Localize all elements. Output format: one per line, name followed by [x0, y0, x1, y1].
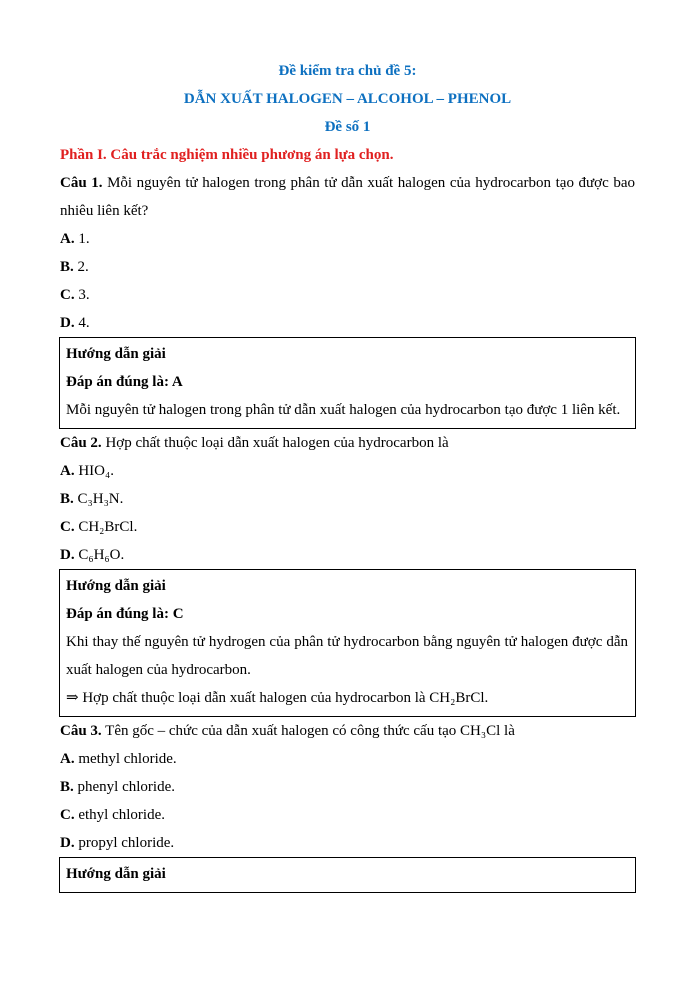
option-text: 2. [77, 259, 89, 275]
solution-box-2 [59, 569, 636, 717]
question-3-option-b [60, 773, 635, 801]
doc-subtitle: DẪN XUẤT HALOGEN – ALCOHOL – PHENOL [183, 91, 512, 107]
question-3-text: Tên gốc – chức của dẫn xuất halogen có công thức cấu tạo CH₃Cl là [105, 723, 515, 739]
option-label: A. [60, 751, 75, 767]
solution-answer [66, 600, 628, 628]
option-label: D. [60, 835, 75, 851]
solution-box-3 [59, 857, 636, 893]
question-3 [60, 717, 635, 745]
section-heading: Phần I. Câu trắc nghiệm nhiều phương án lựa chọn. [60, 147, 394, 163]
question-3-option-a [60, 745, 635, 773]
question-2-option-b [60, 485, 635, 513]
question-2-option-a [60, 457, 635, 485]
question-2-option-d [60, 541, 635, 569]
solution-answer-text: Đáp án đúng là: A [66, 374, 183, 390]
exam-number: Đề số 1 [324, 119, 371, 135]
question-2-option-c [60, 513, 635, 541]
question-1-option-b [60, 253, 635, 281]
option-text: 3. [78, 287, 90, 303]
option-label: A. [60, 463, 75, 479]
solution-explanation: Khi thay thế nguyên tử hydrogen của phân tử hydrocarbon bằng nguyên tử halogen được dẫn xuất halogen của hydrocarbon. [66, 634, 628, 678]
option-text: 1. [78, 231, 90, 247]
option-label: D. [60, 547, 75, 563]
question-1 [60, 169, 635, 225]
solution-conclusion: ⇒ Hợp chất thuộc loại dẫn xuất halogen của hydrocarbon là CH₂BrCl. [66, 690, 489, 706]
solution-heading-text: Hướng dẫn giải [66, 866, 166, 882]
question-2 [60, 429, 635, 457]
option-text: C₆H₆O. [78, 547, 125, 563]
option-text: methyl chloride. [78, 751, 177, 767]
solution-box-1 [59, 337, 636, 429]
option-text: HIO₄. [78, 463, 114, 479]
option-label: D. [60, 315, 75, 331]
option-label: C. [60, 519, 75, 535]
option-label: A. [60, 231, 75, 247]
question-3-option-c [60, 801, 635, 829]
solution-answer-text: Đáp án đúng là: C [66, 606, 184, 622]
solution-heading-text: Hướng dẫn giải [66, 346, 166, 362]
option-text: propyl chloride. [78, 835, 175, 851]
option-text: 4. [78, 315, 90, 331]
question-2-label: Câu 2. [60, 435, 102, 451]
option-text: CH₂BrCl. [78, 519, 138, 535]
question-1-option-d [60, 309, 635, 337]
option-text: ethyl chloride. [78, 807, 165, 823]
question-2-text: Hợp chất thuộc loại dẫn xuất halogen của hydrocarbon là [105, 435, 449, 451]
option-text: phenyl chloride. [77, 779, 175, 795]
option-label: B. [60, 259, 74, 275]
question-1-text: Mỗi nguyên tử halogen trong phân tử dẫn xuất halogen của hydrocarbon tạo được bao nhiêu liên kết? [60, 175, 635, 219]
solution-heading [66, 860, 628, 888]
option-label: C. [60, 807, 75, 823]
option-text: C₃H₃N. [77, 491, 124, 507]
question-1-option-a [60, 225, 635, 253]
question-3-label: Câu 3. [60, 723, 102, 739]
doc-title: Đề kiểm tra chủ đề 5: [278, 63, 417, 79]
option-label: B. [60, 779, 74, 795]
question-3-option-d [60, 829, 635, 857]
solution-heading [66, 340, 628, 368]
question-1-option-c [60, 281, 635, 309]
solution-heading [66, 572, 628, 600]
question-1-label: Câu 1. [60, 175, 103, 191]
solution-explanation: Mỗi nguyên tử halogen trong phân tử dẫn xuất halogen của hydrocarbon tạo được 1 liên kết. [66, 402, 621, 418]
option-label: C. [60, 287, 75, 303]
option-label: B. [60, 491, 74, 507]
solution-answer [66, 368, 628, 396]
solution-heading-text: Hướng dẫn giải [66, 578, 166, 594]
